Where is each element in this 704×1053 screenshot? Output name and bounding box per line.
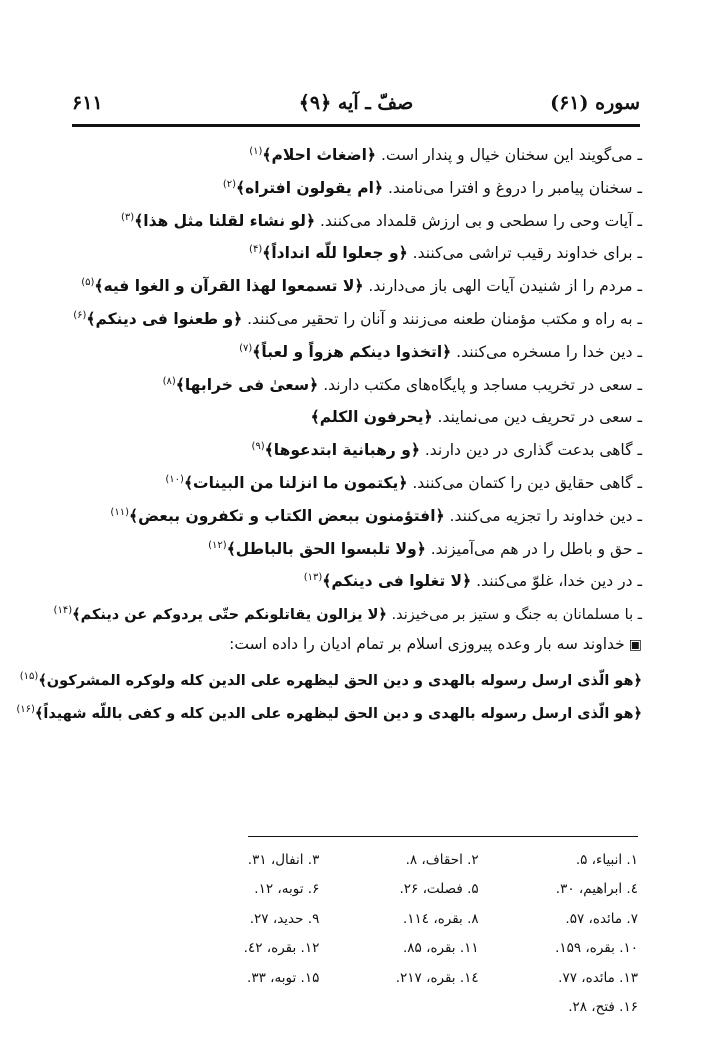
quran-quote: ﴿و رهبانیة ابتدعوها﴾ [264,441,420,460]
quran-quote: ﴿ام یقولون افتراه﴾ [236,178,384,197]
footnote-ref: (۹) [251,441,265,453]
text-line [70,267,642,300]
footnote: ۱٤. بقره، ۲۱۷. [395,969,479,986]
line-text: ـ با مسلمانان به جنگ و ستیز بر می‌خیزند. [391,606,642,623]
line-text: ـ حق و باطل را در هم می‌آمیزند. [430,539,642,558]
footnote-ref: (۲) [222,178,237,190]
footnote: ۱۵. توبه، ۳۳. [247,969,320,986]
footnote: ۱۶. فتح، ۲۸. [568,998,638,1015]
quran-quote: ﴿لا تسمعوا لهذا القرآن و الغوا فیه﴾ [94,277,364,296]
quran-quote: ﴿ولا تلبسوا الحق بالباطل﴾ [226,539,426,558]
quran-quote: ﴿افتؤمنون ببعض الکتاب و تکفرون ببعض﴾ [128,506,445,525]
quran-quote: ﴿لا تغلوا فی دینکم﴾ [322,572,472,591]
text-line [70,530,642,563]
intro-line [70,628,642,661]
quran-quote: ﴿اضغاث احلام﴾ [262,146,376,165]
quran-quote: ﴿لو نشاء لقلنا مثل هذا﴾ [134,211,316,230]
quran-quote: ﴿و طعنوا فی دینکم﴾ [86,310,243,329]
footnotes [160,846,638,1022]
quran-quote: ﴿یکتمون ما انزلنا من البینات﴾ [183,474,408,493]
page-header [72,90,640,127]
quran-verse: ﴿هو الّذی ارسل رسوله بالهدی و دین الحق لیظهره علی الدین کله ولوکره المشرکون﴾ [38,672,642,689]
line-text: ـ مردم را از شنیدن آیات الهی باز می‌دارند. [368,277,642,296]
text-line [70,300,642,333]
text-line [70,333,642,366]
line-text: ـ دین خدا را مسخره می‌کنند. [456,342,642,361]
verse-line [16,694,642,727]
footnote-ref: (۱۱) [110,506,129,518]
footnote-ref: (۱۳) [303,572,323,584]
footnote-ref: (۱۲) [208,539,227,551]
footnote-ref: (۱۶) [16,703,35,715]
intro-text: خداوند سه بار وعده پیروزی اسلام بر تمام ادیان را داده است: [229,634,625,653]
line-text: ـ در دین خدا، غلوّ می‌کنند. [476,572,642,591]
text-line [70,234,642,267]
footnote-ref: (۳) [121,211,135,223]
footnote-divider [248,836,638,837]
footnote: ۶. توبه، ۱۲. [254,881,320,898]
text-line [70,136,642,169]
page-number: ۶۱۱ [72,92,103,114]
text-line [70,562,642,595]
text-line [70,169,642,202]
footnote: ۸. بقره، ۱۱٤. [403,910,479,927]
quran-quote: ﴿یحرفون الکلم﴾ [310,408,433,427]
line-text: ـ گاهی بدعت گذاری در دین دارند. [424,441,642,460]
verse-line [19,661,642,694]
line-text: ـ برای خداوند رقیب تراشی می‌کنند. [412,244,642,263]
footnote: ۱. انبیاء، ۵. [575,852,638,868]
footnote-ref: (۱۵) [19,670,39,682]
footnote-ref: (۴) [249,244,263,256]
footnote: ۷. مائده، ۵۷. [565,910,638,927]
footnote-ref: (۸) [162,375,176,387]
text-line [53,595,642,628]
text-line [70,202,642,235]
text-line [70,398,642,431]
footnote: ۲. احقاف، ۸. [405,852,479,868]
line-text: ـ آیات وحی را سطحی و بی ارزش قلمداد می‌کنند. [319,211,642,230]
line-text: ـ به راه و مکتب مؤمنان طعنه می‌زنند و آنان را تحقیر می‌کنند. [247,310,642,329]
footnote: ۱۳. مائده، ۷۷. [558,969,638,986]
footnote-ref: (۷) [239,342,253,354]
page-body [16,136,642,726]
quran-verse: ﴿هو الّذی ارسل رسوله بالهدی و دین الحق لیظهره علی الدین کله و کفی باللّه شهیداً﴾ [34,705,642,722]
footnote-ref: (۱۴) [53,605,73,617]
footnote: ۳. انفال، ۳۱. [247,852,320,868]
footnote: ۱۲. بقره، ٤۲. [243,940,320,957]
footnote: ۹. حدید، ۲۷. [249,910,320,927]
footnote-ref: (۶) [73,309,87,321]
footnote: ۱۰. بقره، ۱۵۹. [555,940,638,957]
footnote-ref: (۵) [81,277,95,289]
quran-quote: ﴿لا یزالون یقاتلونکم حتّی یردوکم عن دینکم﴾ [72,606,387,623]
quran-quote: ﴿اتخذوا دینکم هزواً و لعباً﴾ [252,342,452,361]
footnote: ۱۱. بقره، ۸۵. [403,940,479,957]
text-line [70,464,642,497]
footnote-ref: (۱۰) [165,473,184,485]
ayah-title: صفّ ـ آیه ﴿۹﴾ [298,92,414,114]
line-text: ـ سعی در تخریب مساجد و پایگاه‌های مکتب دارند. [323,375,642,394]
quran-quote: ﴿سعیٰ فی خرابها﴾ [175,375,319,394]
line-text: ـ دین خداوند را تجزیه می‌کنند. [449,506,642,525]
line-text: ـ گاهی حقایق دین را کتمان می‌کنند. [412,474,642,493]
quran-quote: ﴿و جعلوا للّه انداداً﴾ [262,244,408,263]
text-line [70,366,642,399]
surah-title: سوره (۶۱) [550,92,640,114]
footnote-ref: (۱) [249,146,263,157]
footnote: ٤. ابراهیم، ۳۰. [555,881,638,898]
footnote: ۵. فصلت، ۲۶. [399,881,479,898]
line-text: ـ سخنان پیامبر را دروغ و افترا می‌نامند. [387,178,642,197]
line-text: ـ می‌گویند این سخنان خیال و پندار است. [380,146,642,165]
line-text: ـ سعی در تحریف دین می‌نمایند. [437,408,642,427]
text-line [70,497,642,530]
square-bullet-icon: ▣ [628,636,642,653]
text-line [70,431,642,464]
